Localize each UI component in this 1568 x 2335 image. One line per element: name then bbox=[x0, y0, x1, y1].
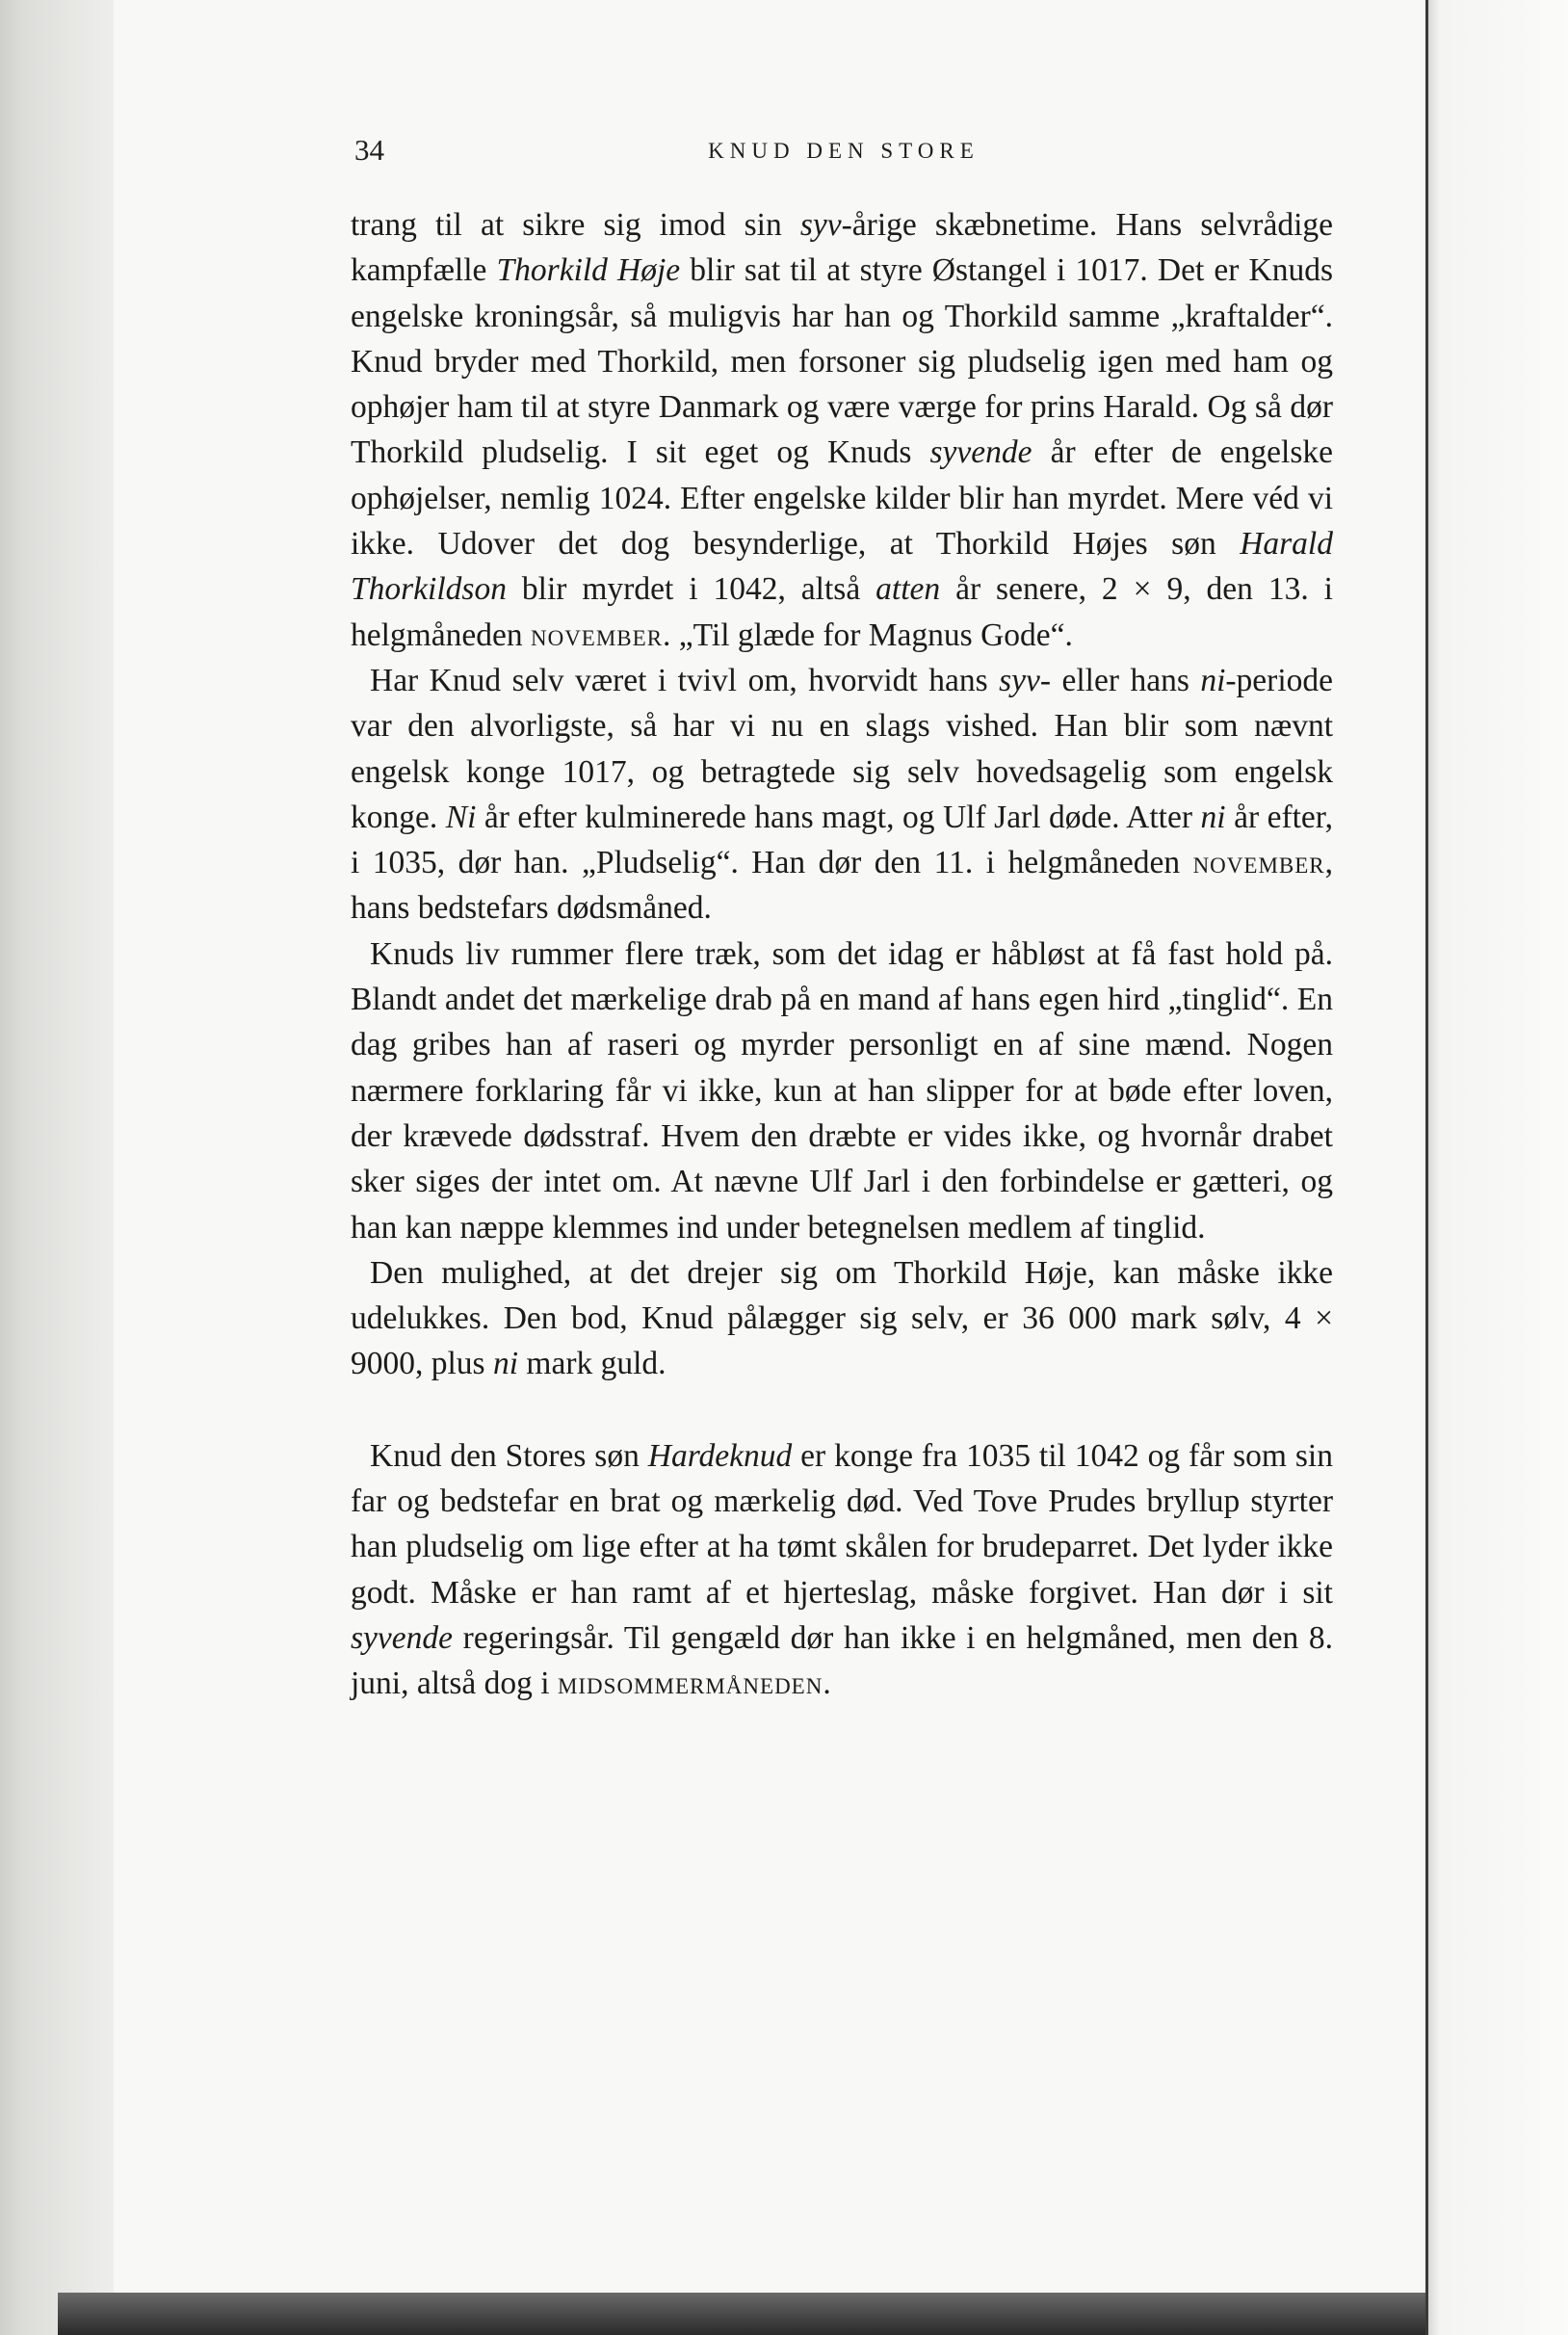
small-caps-term: midsommermåneden bbox=[557, 1666, 823, 1702]
page-bottom-shadow bbox=[58, 2293, 1425, 2335]
paragraph-4: Den mulighed, at det drejer sig om Thorkild Høje, kan måske ikke udelukkes. Den bod, Knud pålægger sig selv, er 36 000 mark sølv, 4 × 9000, plus ni mark guld. bbox=[351, 1254, 1333, 1382]
book-gutter bbox=[0, 0, 116, 2335]
body-text bbox=[351, 202, 1333, 1707]
small-caps-term: november bbox=[1192, 845, 1325, 881]
italic-term: ni bbox=[1200, 799, 1226, 835]
small-caps-term: november bbox=[530, 617, 664, 653]
facing-page-edge bbox=[1425, 0, 1568, 2335]
italic-term: Ni bbox=[445, 799, 477, 835]
page-number: 34 bbox=[354, 133, 384, 167]
italic-term: syvende bbox=[929, 434, 1032, 471]
running-head bbox=[354, 133, 1333, 171]
italic-term: syv bbox=[999, 662, 1040, 698]
paragraph-3: Knuds liv rummer flere træk, som det idag er håbløst at få fast hold på. Blandt andet det mærkelige drab på en mand af hans egen hird „tinglid“. En dag gribes han af raseri og myrder personligt en af sine mænd. Nogen nærmere forklaring får vi ikke, kun at han slipper for at bøde efter loven, der krævede dødsstraf. Hvem den dræbte er vides ikke, og hvornår drabet sker siges der intet om. At nævne Ulf Jarl i den forbindelse er gætteri, og han kan næppe klemmes ind under betegnelsen medlem af tinglid. bbox=[351, 935, 1333, 1246]
paragraph-2: Har Knud selv været i tvivl om, hvorvidt hans syv- eller hans ni-periode var den alvorligste, så har vi nu en slags vished. Han blir som nævnt engelsk konge 1017, og betragtede sig selv hovedsagelig som engelsk konge. Ni år efter kulminerede hans magt, og Ulf Jarl døde. Atter ni år efter, i 1035, dør han. „Pludselig“. Han dør den 11. i helgmåneden november, hans bedstefars dødsmåned. bbox=[351, 662, 1333, 927]
italic-term: syv bbox=[799, 207, 842, 243]
italic-term: ni bbox=[492, 1346, 519, 1382]
paragraph-1: trang til at sikre sig imod sin syv-årige skæbnetime. Hans selvrådige kampfælle Thorkild Høje blir sat til at styre Østangel i 1017. Det er Knuds engelske kroningsår, så muligvis har han og Thorkild samme „kraftalder“. Knud bryder med Thorkild, men forsoner sig pludselig igen med ham og ophøjer ham til at styre Danmark og være værge for prins Harald. Og så dør Thorkild pludselig. I sit eget og Knuds syvende år efter de engelske ophøjelser, nemlig 1024. Efter engelske kilder blir han myrdet. Mere véd vi ikke. Udover det dog besynderlige, at Thorkild Højes søn Harald Thorkildson blir myrdet i 1042, altså atten år senere, 2 × 9, den 13. i helgmåneden november. „Til glæde for Magnus Gode“. bbox=[351, 207, 1333, 653]
italic-term: Hardeknud bbox=[647, 1437, 793, 1474]
italic-term: Thorkild Høje bbox=[496, 252, 681, 289]
italic-term: atten bbox=[875, 571, 941, 608]
running-title: KNUD DEN STORE bbox=[708, 139, 980, 163]
paragraph-5: Knud den Stores søn Hardeknud er konge fra 1035 til 1042 og får som sin far og bedstefar en brat og mærkelig død. Ved Tove Prudes bryllup styrter han pludselig om lige efter at ha tømt skålen for brudeparret. Det lyder ikke godt. Måske er han ramt af et hjerteslag, måske forgivet. Han dør i sit syvende regeringsår. Til gengæld dør han ikke i en helgmåned, men den 8. juni, altså dog i midsommermåneden. bbox=[351, 1437, 1333, 1702]
italic-term: ni bbox=[1200, 662, 1226, 698]
italic-term: Harald Thorkildson bbox=[351, 526, 1333, 608]
italic-term: syvende bbox=[351, 1619, 454, 1656]
